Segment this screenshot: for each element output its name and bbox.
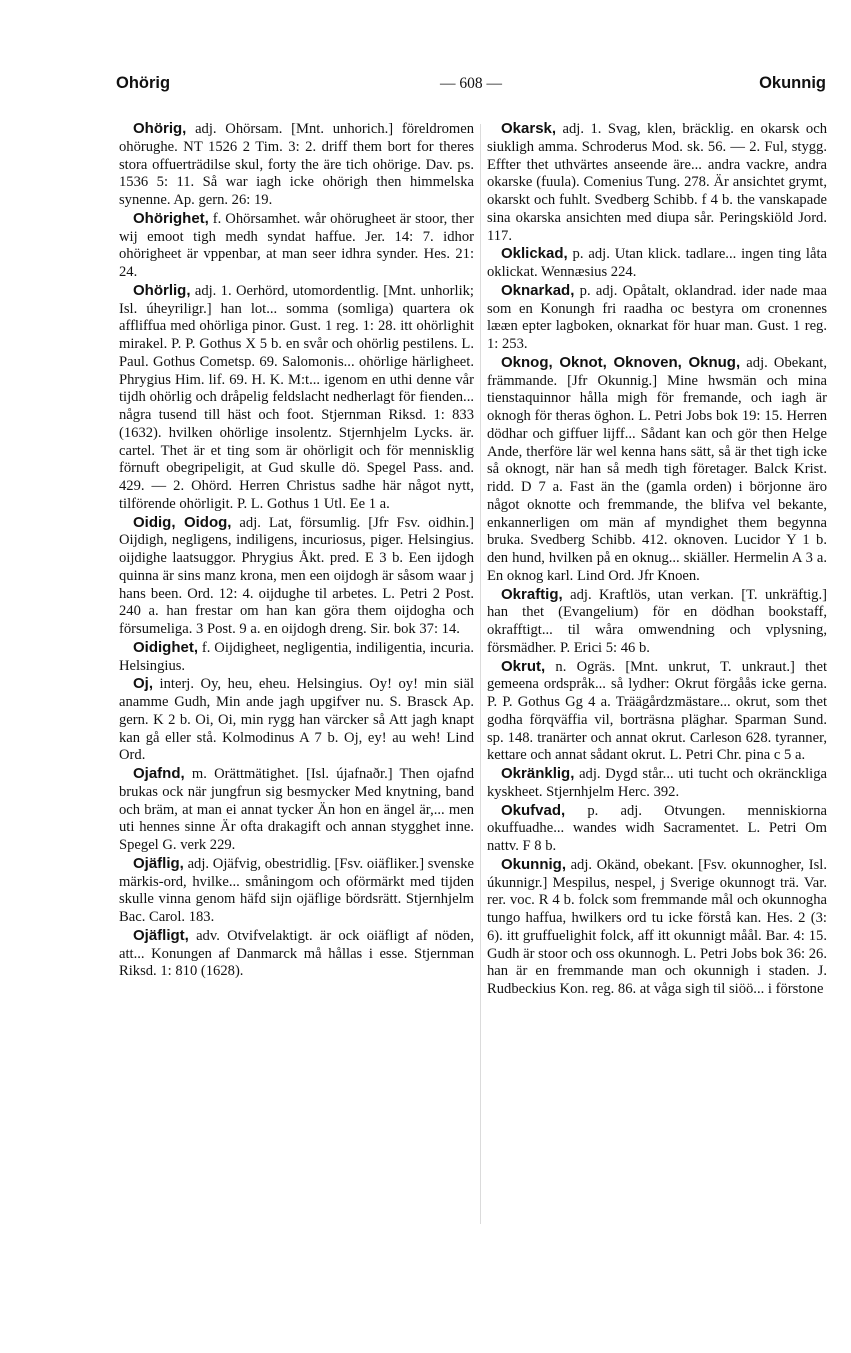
headword: Okarsk, — [501, 120, 557, 137]
entry-ohorighet — [119, 210, 474, 282]
headword: Oj, — [133, 675, 154, 693]
entry-oidig — [119, 514, 474, 639]
entry-text: adj. Dygd står... uti tucht och okränckliga kyskheet. Stjernhjelm Herc. 392. — [487, 766, 827, 800]
headword: Ohörlig, — [133, 281, 191, 299]
headword: Okränklig, — [501, 765, 575, 782]
headword: Oknog, Oknot, Oknoven, Oknug, — [501, 353, 741, 371]
headword: Okufvad, — [501, 801, 566, 819]
headword: Ohörig, — [133, 120, 187, 137]
entry-ohorlig — [119, 282, 474, 514]
headword: Okrut, — [501, 657, 546, 675]
header-last-entry: Okunnig — [759, 74, 826, 92]
entry-text: p. adj. Otvungen. menniskiorna okuffuadhe... wandes widh Sacramentet. L. Petri Om nattv. F 8 b. — [487, 802, 827, 854]
header-first-entry: Ohörig — [116, 74, 171, 92]
entry-text: n. Ogräs. [Mnt. unkrut, T. unkraut.] thet gemeena ordspråk... så lydher: Okrut förgåås icke gerna. P. P. Gothus Gg 4 a. Träägårdzmästare... okrut, som thet godha förqväffia vil, borträsna pläghar. Sparman Sund. sp. 148. tranärter och annat okrut. Carleson 628. tyranner, kettare och annat sådant okrut. L. Petri Chr. pina c 5 a. — [487, 658, 827, 764]
entry-text: adj. Ohörsam. [Mnt. unhorich.] föreldromen ohörughe. NT 1526 2 Tim. 3: 2. driff them bort for theres stora offuerträdilse skul, forty the äre tich ohörige. Dav. ps. 1536 5: 11. Så war iagh icke ohörigh then himmelska synenne. Ap. gern. 26: 19. — [119, 121, 474, 208]
column-divider — [480, 124, 481, 1224]
entry-text: adj. 1. Oerhörd, utomordentlig. [Mnt. unhorlik; Isl. úheyriligr.] han lot... somma (somliga) quartera ok affliffua med ohörliga pinor. Gust. 1 reg. 1: 28. itt ohörlighit mirakel. P. P. Gothus X 5 b. en svår och ohörlig pestilens. L. Paul. Gothus Cometsp. 69. Salomonis... ohörlige härligheet. Phrygius Him. lif. 69. H. K. M:t... igenom en uthi denne vår tijdh ohörlig och dråpelig feldslacht nedherlagt för fienden... några tusend till häst och foot. Stjernman Riksd. 1: 833 (1632). hvilken ohörlige insolentz. Stjernhjelm Lycks. är. cartel. Thet är et ting som är ohörligit och för mennisklig förnuft obegripeligit, at Gud skulle dö. Spegel Pass. and. 429. — 2. Ohörd. Herren Christus sadhe här något nytt, tilförende ohörligit. P. L. Gothus 1 Utl. Ee 1 a. — [119, 282, 474, 512]
entry-okraftig — [487, 586, 827, 658]
right-column — [487, 120, 827, 999]
entry-oklickad — [487, 245, 827, 282]
entry-text: adj. Obekant, främmande. [Jfr Okunnig.] Mine hwsmän och mina tienstaquinnor hålla migh för fremande, och iagh är oknogh för theras öghon. L. Petri Jobs bok 19: 15. Herren dödhar och giffuer lijff... Sådant kan och gör then Helge Ande, therföre lär wel kenna hans sätt, så är thet tigh icke så oknogt, när han så medh tigh företager. Balck Krist. ridd. D 7 a. Fast än the (gamla orden) i börjonne äro något oknotte och fremmande, the blifva vel bekante, enkannerligen om män af myndighet them begynna bruka. Svedberg Schibb. 412. oknoven. Lucidor Y 1 b. den hund, hvilken på en oknug... skiäller. Hermelin A 3 a. En oknog karl. Lind Ord. Jfr Knoen. — [487, 354, 827, 584]
entry-text: adj. Ojäfvig, obestridlig. [Fsv. oiäfliker.] svenske märkis-ord, hvilke... småningom och oförmärkt med tijden skulle vinna genom häfd sijn ojäflige bördsrätt. Stjernhjelm Bac. Carol. 183. — [119, 855, 474, 925]
headword: Oidighet, — [133, 638, 198, 656]
headword: Ohörighet, — [133, 209, 209, 227]
entry-okarsk — [487, 120, 827, 245]
page-number: — 608 — — [440, 75, 502, 92]
headword: Okunnig, — [501, 855, 566, 873]
entry-text: adj. 1. Svag, klen, bräcklig. en okarsk och siukligh amma. Schroderus Mod. sk. 56. — 2. Ful, stygg. Effter thet uthvärtes anseende äre... andra vackre, andra okarske (fuula). Comenius Tung. 278. Är ansichtet grymt, okarskt och fuhlt. Svedberg Schibb. f 4 b. the vanskapade sina okarska ansichten med diupa sår. Peringskiöld Jord. 117. — [487, 121, 827, 244]
entry-oknog — [487, 354, 827, 586]
entry-oidighet — [119, 639, 474, 676]
entry-okunnig — [487, 856, 827, 999]
entry-ojaflig — [119, 855, 474, 927]
headword: Ojäflig, — [133, 854, 184, 872]
entry-ohorig — [119, 120, 474, 210]
entry-okranklig — [487, 765, 827, 802]
headword: Oknarkad, — [501, 281, 575, 299]
left-column — [119, 120, 474, 981]
entry-okufvad — [487, 802, 827, 856]
headword: Ojäfligt, — [133, 926, 189, 944]
entry-text: f. Ohörsamhet. wår ohörugheet är stoor, ther wij emoot tigh medh syndat haffue. Jer. 14: 7. idhor ohörigheet är vppenbar, at man seer idhra synder. Hes. 21: 24. — [119, 210, 474, 280]
entry-text: interj. Oy, heu, eheu. Helsingius. Oy! oy! min siäl anamme Gudh, Min ande jagh upgifver nu. S. Brasck Ap. gern. K 2 b. Oi, Oi, min rygg han värcker så Att jagh knapt kan gå eller stå. Kolmodinus A 7 b. Oj, ey! au weh! Lind Ord. — [119, 676, 474, 764]
entry-text: p. adj. Utan klick. tadlare... ingen ting låta oklickat. Wennæsius 224. — [487, 246, 827, 280]
headword: Okraftig, — [501, 585, 563, 603]
entry-text: m. Orättmätighet. [Isl. újafnaðr.] Then ojafnd brukas ock när jungfrun sig besmycker Med knytning, band och bräm, at man ei annat tycker Än hon en ängel är,... men uti hennes sinne Är ofta drakagift och annan stygghet inne. Spegel G. verk 229. — [119, 766, 474, 853]
entry-okrut — [487, 658, 827, 766]
entry-text: adj. Okänd, obekant. [Fsv. okunnogher, Isl. úkunnigr.] Mespilus, nespel, j Sverige okunnogt trä. Var. rer. voc. R 4 b. folck som fremmande mål och okunnogha tungo haffua, hwilkers ord tu icke förstå kan. Hes. 2 (3: 6). itt gruffuelighit folck, aff itt okunnigt måål. Bar. 4: 15. Gudh är stoor och oss okunnogh. L. Petri Jobs bok 36: 26. han är en fremmande man och okunnigh i staden. J. Rudbeckius Kon. reg. 86. at våga sigh til siöö... i förstone — [487, 856, 827, 997]
entry-oj — [119, 675, 474, 765]
headword: Oidig, Oidog, — [133, 513, 232, 531]
entry-oknarkad — [487, 282, 827, 354]
entry-ojafligt — [119, 927, 474, 981]
entry-ojafnd — [119, 765, 474, 855]
headword: Ojafnd, — [133, 765, 185, 782]
entry-text: adv. Otvifvelaktigt. är ock oiäfligt af nöden, att... Konungen af Danmarck må hållas i esse. Stjernman Riksd. 1: 810 (1628). — [119, 927, 474, 980]
headword: Oklickad, — [501, 245, 568, 263]
page-header — [116, 74, 826, 98]
entry-text: adj. Kraftlös, utan verkan. [T. unkräftig.] han thet (Evangelium) för en dödhan bookstaff, okrafftigt... til wåra omwendning och vplysning, försmädher. P. Erici 5: 46 b. — [487, 586, 827, 656]
entry-text: adj. Lat, försumlig. [Jfr Fsv. oidhin.] Oijdigh, negligens, indiligens, incuriosus, piger. Helsingius. oijdighe laatsuggor. Phrygius Åkt. pred. E 3 b. Een ijdogh quinna är sins manz krona, men een oijdogh är såsom waar j hans been. Ord. 12: 4. oijdughe til arbetes. L. Petri 2 Post. 240 a. han frestar om han kan göra them oijdogha och försumeliga. 3 Post. 9 a. en oijdogh dreng. Sir. bok 37: 14. — [119, 514, 475, 637]
entry-text: f. Oijdigheet, negligentia, indiligentia, incuria. Helsingius. — [119, 639, 474, 674]
entry-text: p. adj. Opåtalt, oklandrad. ider nade maa som en Konungh fri raadha oc bestyra om cronennes lææn epter lagboken, oknarkat för huar man. Gust. 1 reg. 1: 253. — [487, 282, 827, 352]
